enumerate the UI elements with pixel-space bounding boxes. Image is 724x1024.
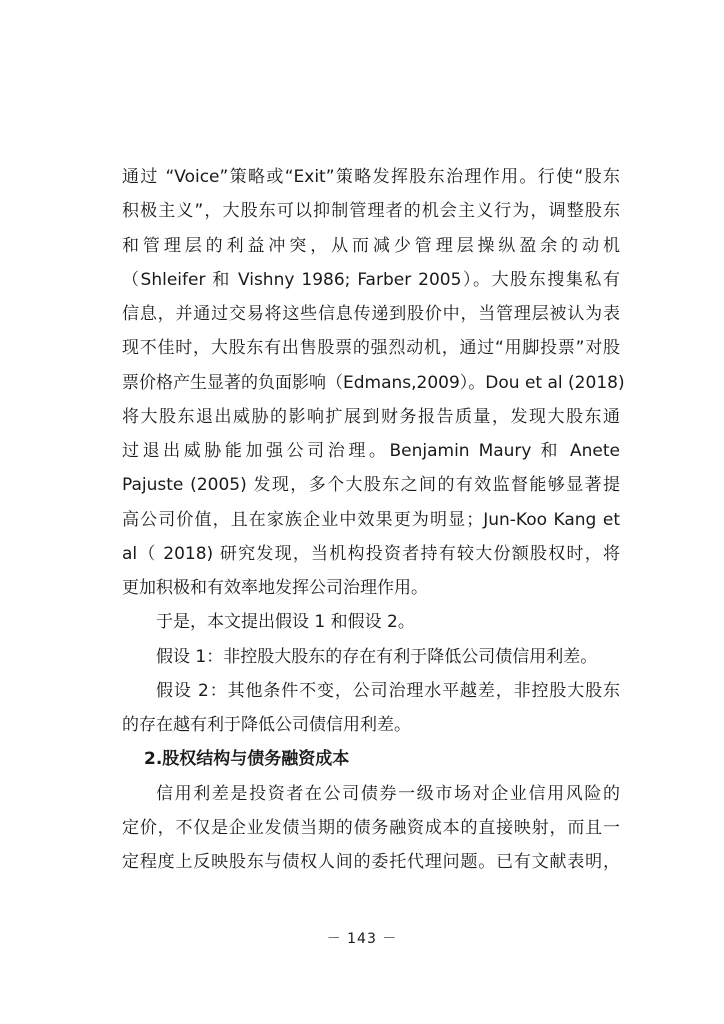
paragraph-line: al（ 2018) 研究发现，当机构投资者持有较大份额股权时，将 (122, 543, 620, 564)
paragraph-line: 积极主义”，大股东可以抑制管理者的机会主义行为，调整股东 (122, 201, 620, 222)
paragraph-line: 通过 “Voice”策略或“Exit”策略发挥股东治理作用。行使“股东 (122, 167, 620, 187)
paragraph-line: 于是，本文提出假设 1 和假设 2。 (156, 612, 415, 633)
section-heading: 2.股权结构与债务融资成本 (144, 749, 350, 770)
paragraph-line: Pajuste (2005) 发现，多个大股东之间的有效监督能够显著提 (122, 475, 620, 496)
paragraph-line: 高公司价值，且在家族企业中效果更为明显；Jun-Koo Kang et (122, 509, 620, 530)
paragraph-line: 过退出威胁能加强公司治理。Benjamin Maury 和 Anete (122, 441, 620, 461)
page-number: － 143 － (326, 931, 398, 947)
paragraph-line: 和管理层的利益冲突，从而减少管理层操纵盈余的动机 (122, 235, 620, 256)
paragraph-line: 信息，并通过交易将这些信息传递到股价中，当管理层被认为表 (122, 304, 620, 324)
paragraph-line: 定程度上反映股东与债权人间的委托代理问题。已有文献表明， (122, 852, 620, 872)
paragraph-line: 现不佳时，大股东有出售股票的强烈动机，通过“用脚投票”对股 (122, 338, 620, 359)
paragraph-line: （Shleifer 和 Vishny 1986; Farber 2005）。大股东搜集私有 (122, 269, 620, 290)
paragraph-line: 信用利差是投资者在公司债券一级市场对企业信用风险的 (156, 783, 620, 804)
paragraph-line: 的存在越有利于降低公司债信用利差。 (122, 715, 411, 735)
paragraph-line: 更加积极和有效率地发挥公司治理作用。 (122, 578, 428, 598)
paragraph-line: 将大股东退出威胁的影响扩展到财务报告质量，发现大股东通 (122, 406, 620, 427)
body-text (122, 160, 625, 879)
hypothesis-2: 假设 2：其他条件不变，公司治理水平越差，非控股大股东 (156, 680, 620, 701)
paragraph-line: 定价，不仅是企业发债当期的债务融资成本的直接映射，而且一 (122, 817, 620, 838)
paragraph-line: 票价格产生显著的负面影响（Edmans,2009）。Dou et al (2018) (122, 372, 625, 393)
hypothesis-1: 假设 1：非控股大股东的存在有利于降低公司债信用利差。 (156, 646, 598, 667)
